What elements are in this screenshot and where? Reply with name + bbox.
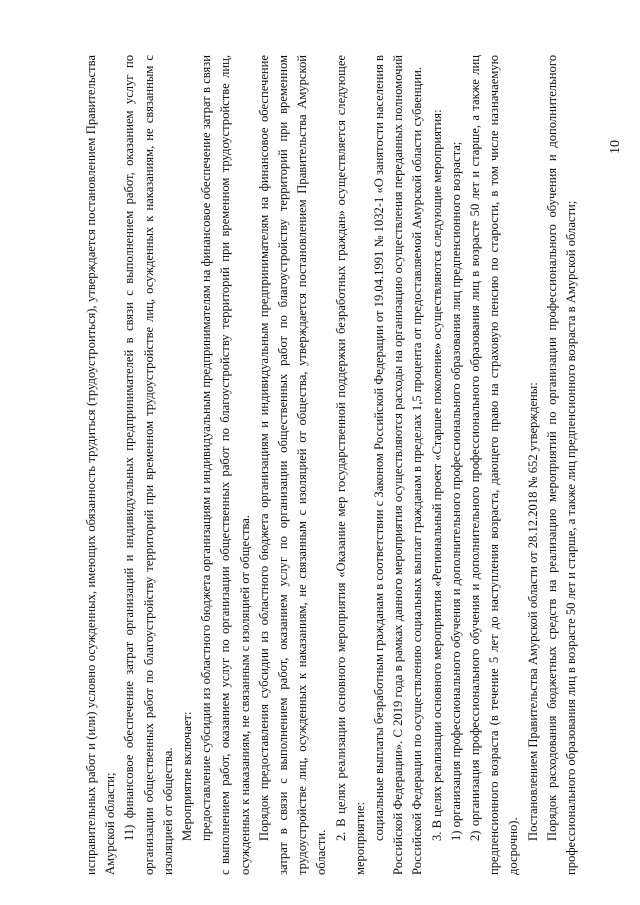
paragraph: 1) организация профессионального обучения и дополнительного профессионального образования лиц предпенсионного возраста; <box>448 141 463 841</box>
paragraph: социальные выплаты безработным гражданам в соответствии с Законом Российской Федерации от 19.04.1991 № 1032-1 «О занятости населения в Российской Федерации». С 2019 года в рамках данного мероприятия осуществляются расходы на организацию осуществления переданных полномочий Российской Федерации по осуществлению социальных выплат гражданам в пределах 1,5 процента от предоставляемой Амурской области субвенции. <box>372 55 425 875</box>
paragraph: Постановлением Правительства Амурской области от 28.12.2018 № 652 утверждены: <box>525 382 540 841</box>
paragraph: 3. В целях реализации основного мероприятия «Региональный проект «Старшее поколение» осуществляются следующие мероприятия: <box>429 109 444 841</box>
paragraph: 2) организация профессионального обучения и дополнительного профессионального образования лиц в возрасте 50 лет и старше, а также лиц предпенсионного возраста (в течение 5 лет до наступления возраста, дающего право на страховую пенсию по старости, в том числе назначаемую досрочно). <box>468 55 521 875</box>
paragraph: Порядок предоставления субсидии из областного бюджета организациям и индивидуальным предпринимателям на финансовое обеспечение затрат в связи с выполнением работ, оказанием услуг по организации общественных работ по благоустройству территорий при временном трудоустройстве лиц, осужденных к наказаниям, не связанным с изоляцией от общества, утверждается постановлением Правительства Амурской области. <box>256 55 329 875</box>
paragraph: 2. В целях реализации основного мероприятия «Оказание мер государственной поддержки безработных граждан» осуществляется следующее мероприятие: <box>333 55 367 875</box>
paragraph: Мероприятие включает: <box>180 711 195 841</box>
page-number: 10 <box>608 140 623 154</box>
paragraph: исправительных работ и (или) условно осужденных, имеющих обязанность трудиться (трудоустроиться), утверждается постановлением Правительства Амурской области; <box>84 55 118 875</box>
document-text-body <box>82 55 581 875</box>
paragraph: Порядок расходования бюджетных средств на реализацию мероприятий по организации профессионального обучения и дополнительного профессионального образования лиц в возрасте 50 лет и старше, а также лиц предпенсионного возраста в Амурской области; <box>544 55 579 875</box>
paragraph: предоставление субсидии из областного бюджета организациям и индивидуальным предпринимателям на финансовое обеспечение затрат в связи с выполнением работ, оказанием услуг по организации общественных работ по благоустройству территорий при временном трудоустройстве лиц, осужденных к наказаниям, не связанным с изоляцией от общества. <box>199 55 252 875</box>
paragraph: 11) финансовое обеспечение затрат организаций и индивидуальных предпринимателей в связи с выполнением работ, оказанием услуг по организации общественных работ по благоустройству территорий при временном трудоустройстве лиц, осужденных к наказаниям, не связанным с изоляцией от общества. <box>122 55 175 875</box>
